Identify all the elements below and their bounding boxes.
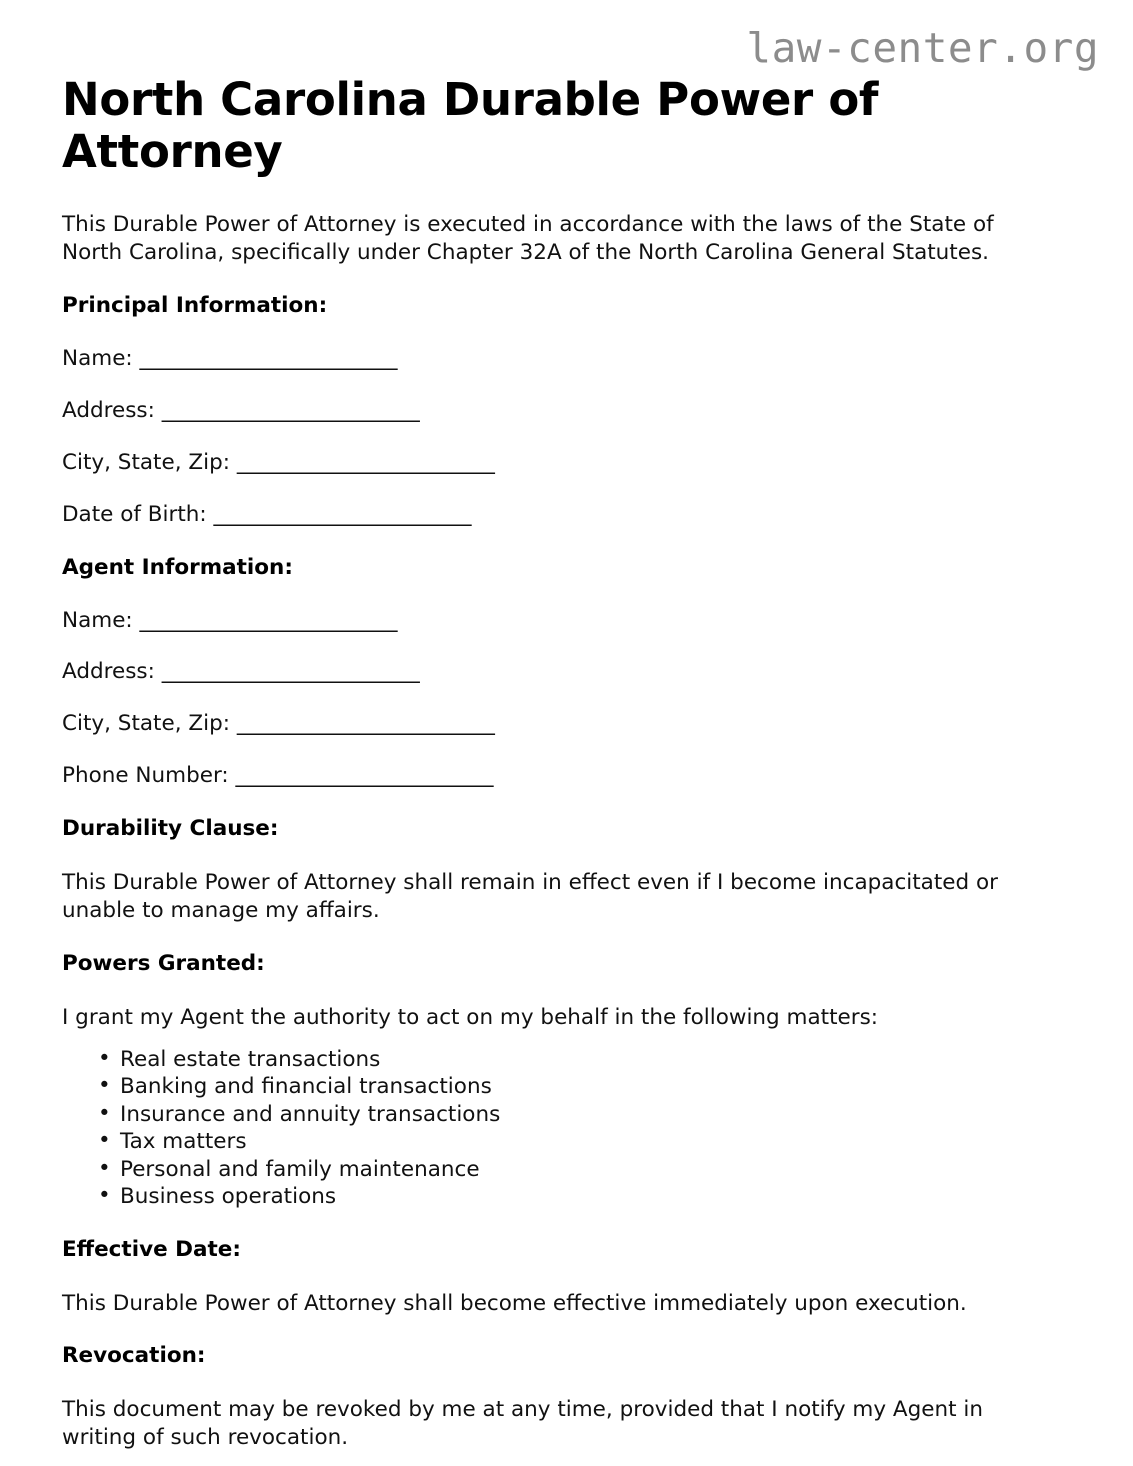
agent-information-heading: Agent Information: [62, 554, 293, 580]
agent-phone-number-label: Phone Number: [62, 763, 236, 789]
agent-name-field [62, 608, 1030, 635]
principal-city-state-zip-label: City, State, Zip: [62, 449, 237, 475]
effective-date-heading: Effective Date: [62, 1236, 241, 1262]
principal-date-of-birth-label: Date of Birth: [62, 501, 214, 527]
agent-city-state-zip-label: City, State, Zip: [62, 711, 237, 737]
principal-city-state-zip-field [62, 450, 1030, 477]
document-body [62, 74, 1030, 1452]
principal-address-blank[interactable]: ________________________ [161, 398, 420, 423]
principal-name-blank[interactable]: ________________________ [139, 346, 398, 372]
principal-address-field [62, 398, 1030, 425]
effective-date-text: This Durable Power of Attorney shall become effective immediately upon execution. [62, 1290, 967, 1316]
principal-name-label: Name: [62, 346, 140, 372]
agent-phone-number-blank[interactable]: ________________________ [235, 763, 494, 789]
list-item: • Business operations [98, 1183, 1030, 1211]
list-item: • Personal and family maintenance [98, 1156, 1030, 1184]
durability-clause-heading: Durability Clause: [62, 816, 279, 841]
site-watermark: law-center.org [746, 24, 1099, 72]
principal-city-state-zip-blank[interactable]: ________________________ [236, 449, 495, 475]
agent-phone-number-field [62, 763, 1030, 790]
agent-city-state-zip-field [62, 711, 1030, 738]
agent-name-label: Name: [62, 607, 140, 633]
agent-address-label: Address: [62, 659, 162, 685]
page-title: North Carolina Durable Power of Attorney [62, 73, 879, 179]
principal-information-heading: Principal Information: [62, 293, 328, 319]
principal-name-field [62, 346, 1030, 373]
revocation-text: This document may be revoked by me at any time, provided that I notify my Agent in writing of such revocation. [62, 1397, 983, 1451]
agent-city-state-zip-blank[interactable]: ________________________ [236, 711, 495, 737]
revocation-heading: Revocation: [62, 1343, 206, 1369]
list-item: • Banking and financial transactions [98, 1073, 1030, 1101]
list-item: • Real estate transactions [98, 1046, 1030, 1074]
powers-granted-heading: Powers Granted: [62, 950, 265, 976]
intro-paragraph: This Durable Power of Attorney is executed in accordance with the laws of the State of North Carolina, specifically under Chapter 32A of the North Carolina General Statutes. [62, 212, 994, 266]
agent-name-blank[interactable]: ________________________ [139, 607, 398, 633]
list-item: • Tax matters [98, 1128, 1030, 1156]
principal-date-of-birth-blank[interactable]: ________________________ [213, 501, 472, 527]
principal-date-of-birth-field [62, 502, 1030, 529]
agent-address-field [62, 659, 1030, 686]
powers-granted-intro: I grant my Agent the authority to act on my behalf in the following matters: [62, 1004, 879, 1030]
durability-clause-text: This Durable Power of Attorney shall remain in effect even if I become incapacitated or unable to manage my affairs. [62, 869, 998, 923]
powers-list [62, 1046, 1030, 1211]
list-item: • Insurance and annuity transactions [98, 1101, 1030, 1129]
agent-address-blank[interactable]: ________________________ [161, 659, 420, 685]
principal-address-label: Address: [62, 398, 162, 423]
